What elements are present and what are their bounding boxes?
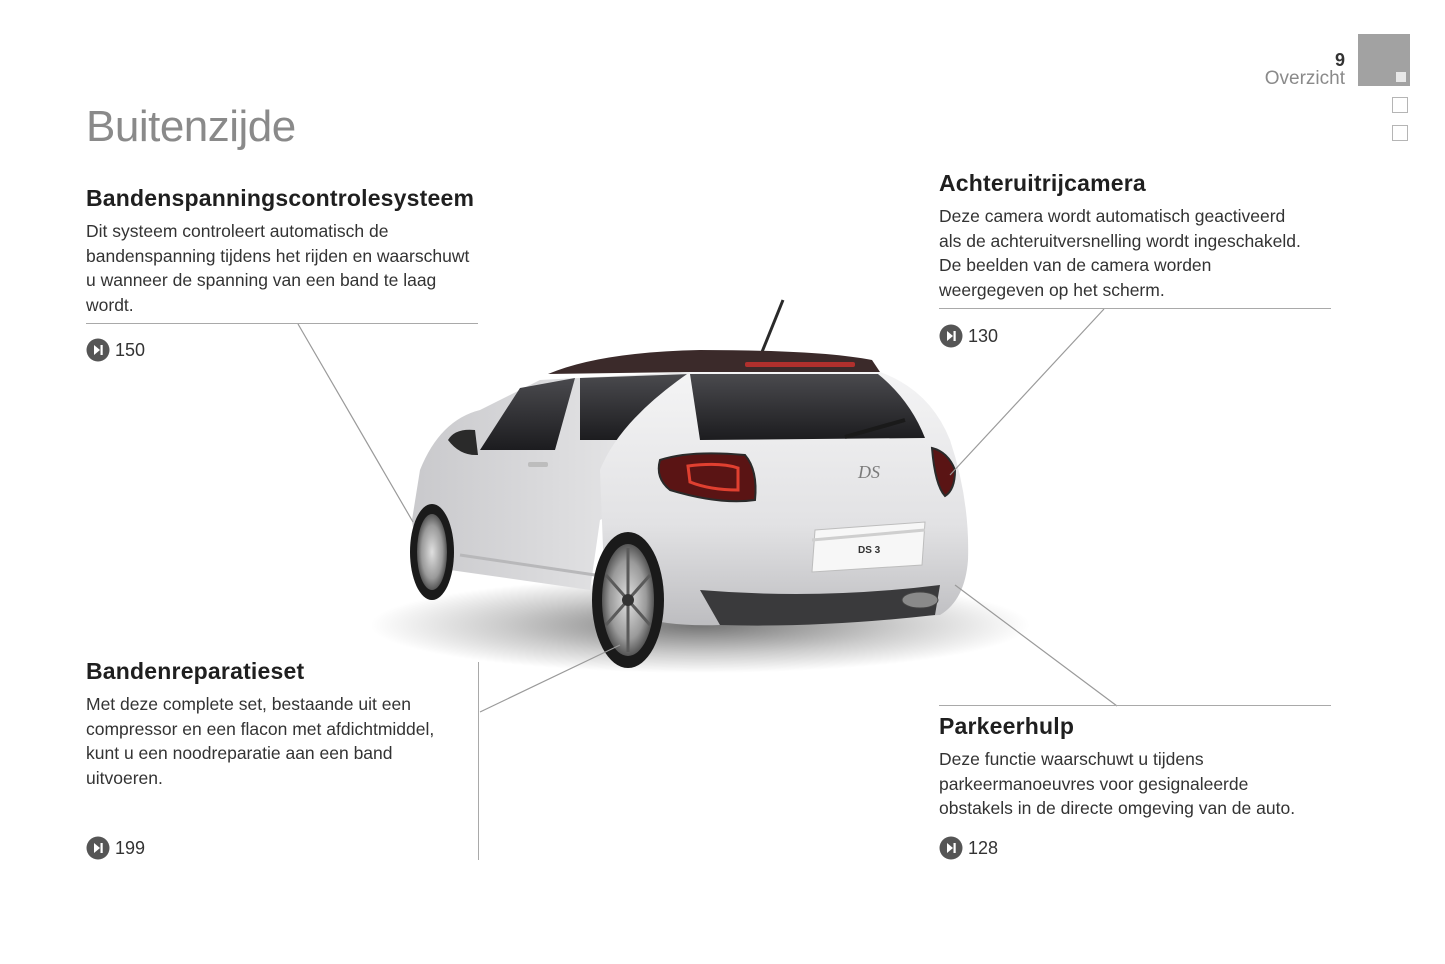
car-rear-hub — [622, 594, 634, 606]
car-logo: DS — [858, 462, 880, 482]
repair-divider — [478, 662, 479, 860]
repair-page-ref[interactable]: 199 — [86, 836, 145, 860]
repair-title: Bandenreparatieset — [86, 658, 305, 684]
page-link-icon — [939, 324, 963, 348]
parking-text: Deze functie waarschuwt u tijdens parkeermanoeuvres voor gesignaleerde obstakels in de directe omgeving van de auto. — [939, 749, 1296, 818]
car-plate-text: DS 3 — [858, 545, 881, 556]
page-title: Buitenzijde — [86, 102, 296, 151]
parking-page-ref[interactable]: 128 — [939, 836, 998, 860]
tpms-divider — [86, 323, 478, 324]
car-antenna — [762, 300, 783, 352]
camera-text: Deze camera wordt automatisch geactiveerd als de achteruitversnelling wordt ingeschakeld. De beelden van de camera worden weergegeven op het scherm. — [939, 206, 1301, 300]
callout-line-tpms — [298, 324, 413, 522]
section-label: Overzicht — [1264, 68, 1345, 89]
camera-page-ref[interactable]: 130 — [939, 324, 998, 348]
parking-divider — [939, 705, 1331, 706]
page-number: 9 — [1334, 50, 1345, 70]
car-brake-light — [745, 362, 855, 367]
car-front-rim — [417, 514, 447, 590]
car-door-handle — [528, 462, 548, 467]
camera-title: Achteruitrijcamera — [939, 170, 1146, 196]
page-link-icon — [86, 836, 110, 860]
car-exhaust — [902, 592, 938, 608]
parking-title: Parkeerhulp — [939, 713, 1075, 739]
page-link-icon — [86, 338, 110, 362]
tpms-title: Bandenspanningscontrolesysteem — [86, 185, 475, 211]
page-link-icon — [939, 836, 963, 860]
tpms-text: Dit systeem controleert automatisch de bandenspanning tijdens het rijden en waarschuwt u wanneer de spanning van een band te laag wordt. — [86, 221, 470, 315]
camera-divider — [939, 308, 1331, 309]
tpms-page-ref[interactable]: 150 — [86, 338, 145, 362]
repair-text: Met deze complete set, bestaande uit een compressor en een flacon met afdichtmiddel, kunt u een noodreparatie aan een band uitvoeren. — [86, 694, 435, 788]
